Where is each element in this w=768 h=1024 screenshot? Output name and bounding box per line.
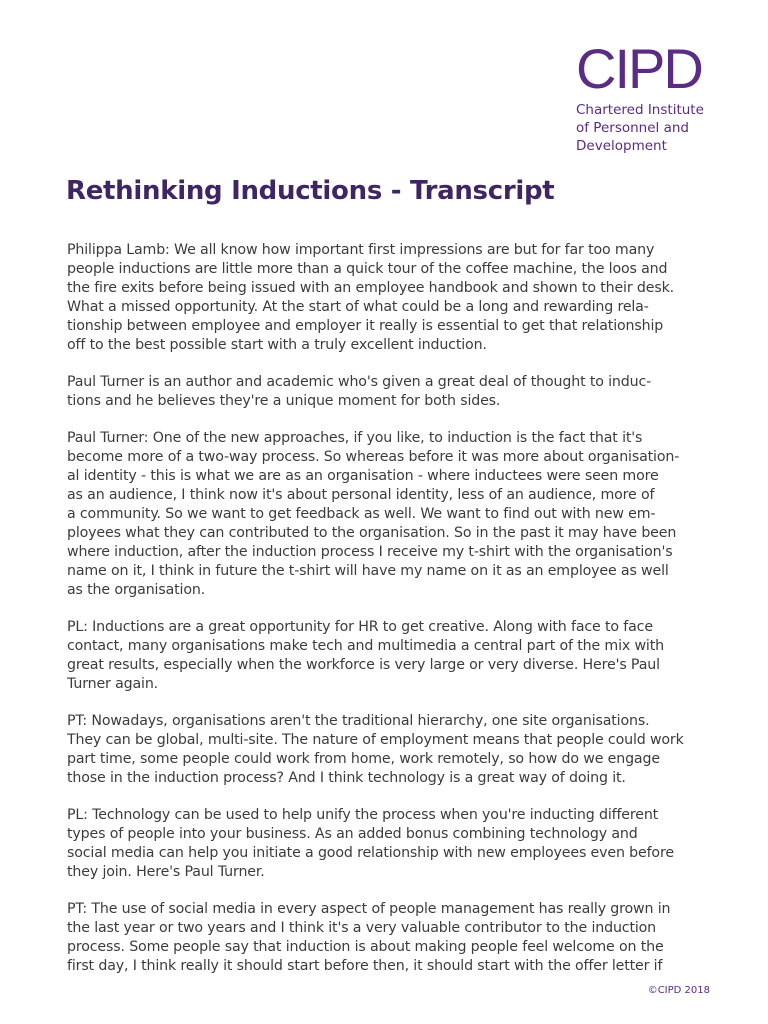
logo-subtitle-line: of Personnel and [576, 120, 689, 136]
transcript-paragraph: PL: Technology can be used to help unify the process when you're inducting different types of people into your business. As an added bonus combining technology and social media can help you initiate a good relationship with new employees even before they join. Here's Paul Turner. [67, 807, 674, 880]
logo-subtitle-line: Chartered Institute [576, 102, 704, 118]
transcript-paragraph: PT: Nowadays, organisations aren't the traditional hierarchy, one site organisations. They can be global, multi-site. The nature of employment means that people could work part time, some people could work from home, work remotely, so how do we engage those in the induction process? And I think technology is a great way of doing it. [67, 713, 684, 786]
logo-subtitle-line: Development [576, 138, 667, 154]
logo-wordmark: CIPD [576, 37, 702, 100]
transcript-paragraph: Paul Turner is an author and academic who's given a great deal of thought to induc- tions and he believes they're a unique moment for both sides. [67, 374, 652, 409]
transcript-paragraph: Paul Turner: One of the new approaches, if you like, to induction is the fact that it's become more of a two-way process. So whereas before it was more about organisation- al identity - this is what we are as an organisation - where inductees were seen more as an audience, I think now it's about personal identity, less of an audience, more of a community. So we want to get feedback as well. We want to find out with new em- ployees what they can contributed to the organisation. So in the past it may have been where induction, after the induction process I receive my t-shirt with the organisation's name on it, I think in future the t-shirt will have my name on it as an employee as well as the organisation. [67, 430, 680, 598]
document-title: Rethinking Inductions - Transcript [66, 176, 555, 206]
logo-subtitle [576, 101, 736, 155]
copyright-footer: ©CIPD 2018 [647, 985, 710, 996]
transcript-paragraph: PL: Inductions are a great opportunity for HR to get creative. Along with face to face contact, many organisations make tech and multimedia a central part of the mix with great results, especially when the workforce is very large or very diverse. Here's Paul Turner again. [67, 619, 664, 692]
transcript-body [67, 241, 717, 994]
transcript-paragraph: PT: The use of social media in every aspect of people management has really grown in the last year or two years and I think it's a very valuable contributor to the induction process. Some people say that induction is about making people feel welcome on the first day, I think really it should start before then, it should start with the offer letter if [67, 901, 671, 974]
cipd-logo [576, 37, 736, 155]
transcript-paragraph: Philippa Lamb: We all know how important first impressions are but for far too many people inductions are little more than a quick tour of the coffee machine, the loos and the fire exits before being issued with an employee handbook and shown to their desk. What a missed opportunity. At the start of what could be a long and rewarding rela- tionship between employee and employer it really is essential to get that relationship off to the best possible start with a truly excellent induction. [67, 242, 674, 353]
